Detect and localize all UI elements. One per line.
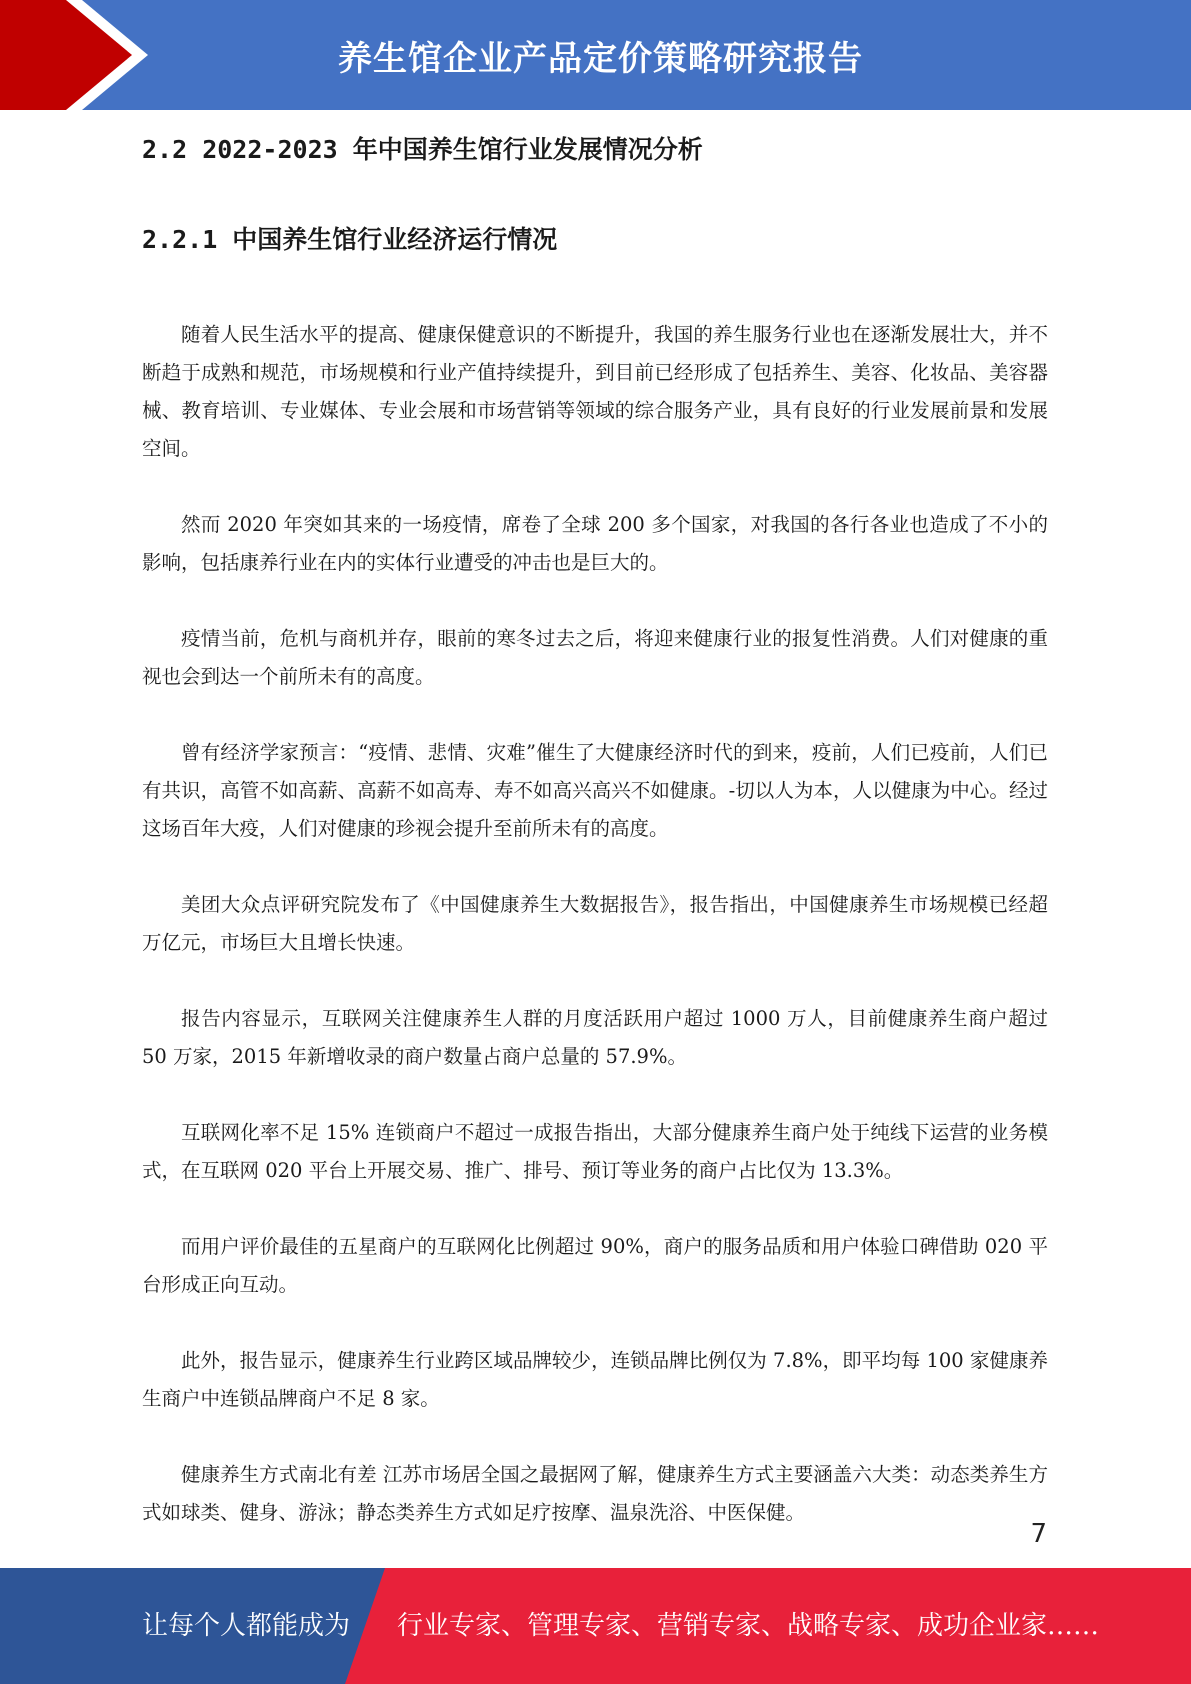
paragraph: 报告内容显示，互联网关注健康养生人群的月度活跃用户超过 1000 万人，目前健康养生商户超过 50 万家，2015 年新增收录的商户数量占商户总量的 57.9%。 (142, 1007, 1048, 1068)
paragraph: 曾有经济学家预言：“疫情、悲情、灾难”催生了大健康经济时代的到来，疫前，人们已疫前，人们已有共识，高管不如高薪、高薪不如高寿、寿不如高兴高兴不如健康。-切以人为本，人以健康为中心。经过这场百年大疫，人们对健康的珍视会提升至前所未有的高度。 (142, 741, 1048, 840)
paragraph: 而用户评价最佳的五星商户的互联网化比例超过 90%，商户的服务品质和用户体验口碑借助 020 平台形成正向互动。 (142, 1235, 1048, 1296)
footer-slogan-right: 行业专家、管理专家、营销专家、战略专家、成功企业家…… (397, 1611, 1100, 1641)
paragraph: 健康养生方式南北有差 江苏市场居全国之最据网了解，健康养生方式主要涵盖六大类：动态类养生方式如球类、健身、游泳；静态类养生方式如足疗按摩、温泉洗浴、中医保健。 (142, 1463, 1048, 1524)
paragraph: 互联网化率不足 15% 连锁商户不超过一成报告指出，大部分健康养生商户处于纯线下运营的业务模式，在互联网 020 平台上开展交易、推广、排号、预订等业务的商户占比仅为 13.3%。 (142, 1121, 1048, 1182)
footer-slogan-left: 让每个人都能成为 (142, 1611, 351, 1641)
page-footer (0, 1568, 1191, 1684)
section-heading: 2.2 2022-2023 年中国养生馆行业发展情况分析 (142, 135, 703, 164)
paragraph: 疫情当前，危机与商机并存，眼前的寒冬过去之后，将迎来健康行业的报复性消费。人们对健康的重视也会到达一个前所未有的高度。 (142, 627, 1048, 688)
report-title: 养生馆企业产品定价策略研究报告 (338, 38, 863, 79)
body-text (142, 316, 1048, 1532)
subsection-heading: 2.2.1 中国养生馆行业经济运行情况 (142, 225, 558, 254)
paragraph: 美团大众点评研究院发布了《中国健康养生大数据报告》，报告指出，中国健康养生市场规模已经超万亿元，市场巨大且增长快速。 (142, 893, 1048, 954)
page-header (0, 0, 1191, 110)
paragraph: 然而 2020 年突如其来的一场疫情，席卷了全球 200 多个国家，对我国的各行各业也造成了不小的影响，包括康养行业在内的实体行业遭受的冲击也是巨大的。 (142, 513, 1048, 574)
paragraph: 随着人民生活水平的提高、健康保健意识的不断提升，我国的养生服务行业也在逐渐发展壮大，并不断趋于成熟和规范，市场规模和行业产值持续提升，到目前已经形成了包括养生、美容、化妆品、美容器械、教育培训、专业媒体、专业会展和市场营销等领域的综合服务产业，具有良好的行业发展前景和发展空间。 (142, 323, 1048, 460)
page-number: 7 (1030, 1519, 1047, 1549)
page-content (142, 128, 1048, 1570)
paragraph: 此外，报告显示，健康养生行业跨区域品牌较少，连锁品牌比例仅为 7.8%，即平均每 100 家健康养生商户中连锁品牌商户不足 8 家。 (142, 1349, 1048, 1410)
